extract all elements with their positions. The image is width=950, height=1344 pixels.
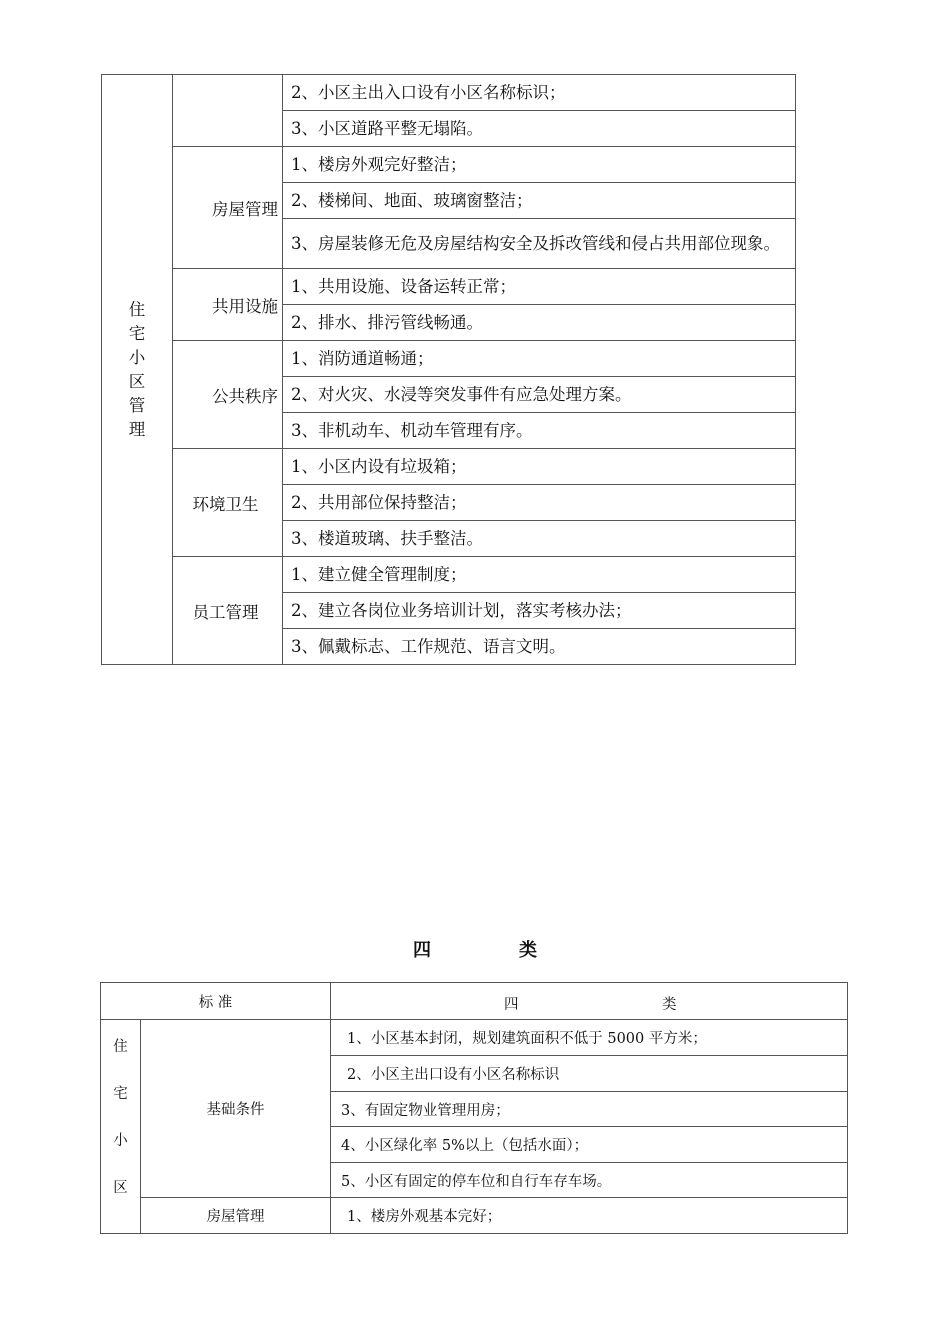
criterion-item: 5、小区有固定的停车位和自行车存车场。 <box>331 1163 848 1198</box>
header-class-left: 四 <box>504 997 519 1013</box>
category-char: 区 <box>113 1180 128 1196</box>
criterion-item: 2、共用部位保持整洁； <box>283 485 796 521</box>
criterion-item: 1、消防通道畅通； <box>283 341 796 377</box>
criterion-item: 1、建立健全管理制度； <box>283 557 796 593</box>
criterion-item: 2、对火灾、水浸等突发事件有应急处理方案。 <box>283 377 796 413</box>
title-char-left: 四 <box>413 940 431 961</box>
category-char: 小 <box>113 1133 128 1149</box>
category-char: 住 <box>113 1039 128 1055</box>
criterion-item: 3、佩戴标志、工作规范、语言文明。 <box>283 629 796 665</box>
group-label: 房屋管理 <box>173 147 283 269</box>
category-cell <box>102 75 173 665</box>
criterion-item: 1、小区内设有垃圾箱； <box>283 449 796 485</box>
criterion-item: 4、小区绿化率 5%以上（包括水面）； <box>331 1127 848 1163</box>
criterion-item: 2、建立各岗位业务培训计划，落实考核办法； <box>283 593 796 629</box>
standards-table-4 <box>100 982 848 1234</box>
group-label: 员工管理 <box>173 557 283 665</box>
group-label: 共用设施 <box>173 269 283 341</box>
category-char: 宅 <box>113 1086 128 1102</box>
criterion-item: 3、有固定物业管理用房； <box>331 1092 848 1127</box>
category-cell <box>101 1020 141 1234</box>
group-label: 环境卫生 <box>173 449 283 557</box>
criterion-item: 2、小区主出口设有小区名称标识 <box>331 1056 848 1092</box>
group-label: 基础条件 <box>141 1020 331 1198</box>
criterion-item: 2、楼梯间、地面、玻璃窗整洁； <box>283 183 796 219</box>
criterion-item: 3、楼道玻璃、扶手整洁。 <box>283 521 796 557</box>
header-standard: 标 准 <box>101 983 331 1020</box>
group-label: 房屋管理 <box>141 1198 331 1234</box>
criterion-item: 2、小区主出入口设有小区名称标识； <box>283 75 796 111</box>
criterion-item: 3、房屋装修无危及房屋结构安全及拆改管线和侵占共用部位现象。 <box>283 219 796 269</box>
header-class <box>331 983 848 1020</box>
criterion-item: 3、非机动车、机动车管理有序。 <box>283 413 796 449</box>
category-label <box>101 1024 140 1212</box>
criterion-item: 1、小区基本封闭，规划建筑面积不低于 5000 平方米； <box>331 1020 848 1056</box>
group-label <box>173 75 283 147</box>
criterion-item: 3、小区道路平整无塌陷。 <box>283 111 796 147</box>
criterion-item: 1、楼房外观完好整洁； <box>283 147 796 183</box>
section-title <box>0 936 950 962</box>
category-label: 住宅小区管理 <box>128 299 146 439</box>
criterion-item: 2、排水、排污管线畅通。 <box>283 305 796 341</box>
title-char-right: 类 <box>519 940 537 961</box>
header-class-right: 类 <box>662 997 677 1013</box>
group-label: 公共秩序 <box>173 341 283 449</box>
criterion-item: 1、共用设施、设备运转正常； <box>283 269 796 305</box>
criterion-item: 1、楼房外观基本完好； <box>331 1198 848 1234</box>
standards-table-3 <box>101 74 796 665</box>
